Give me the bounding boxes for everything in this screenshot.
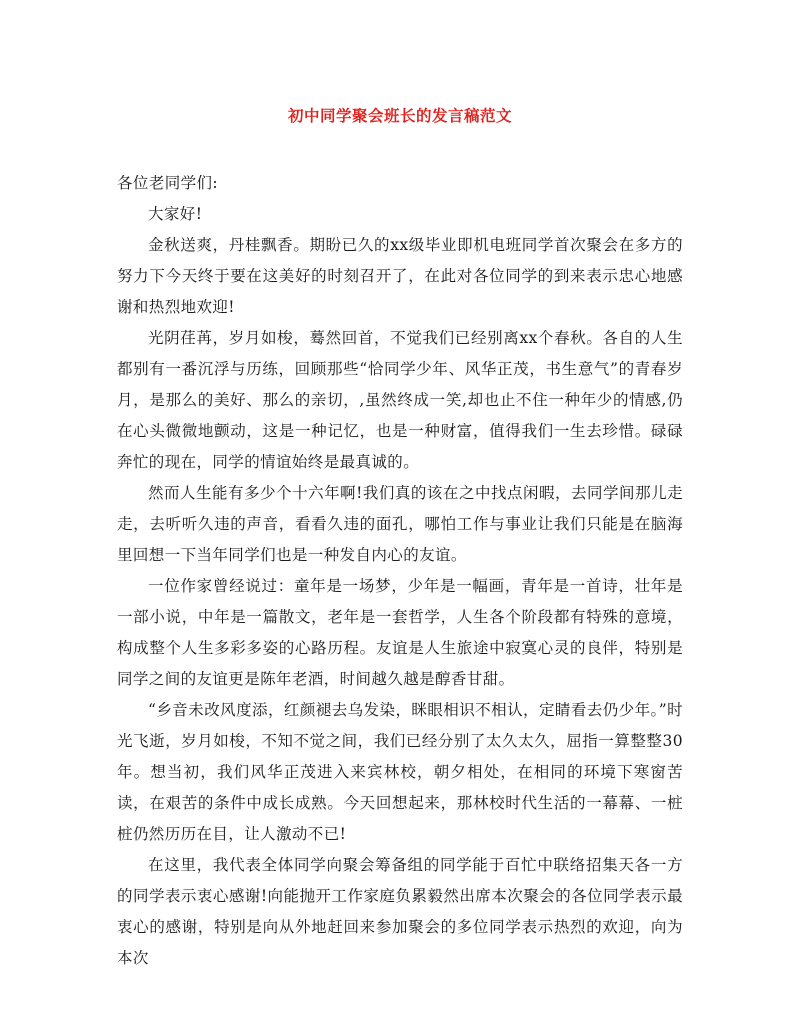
salutation: 各位老同学们: — [117, 174, 219, 192]
paragraph-thanks: 在这里，我代表全体同学向聚会筹备组的同学能于百忙中联络招集天各一方的同学表示衷心感谢!向能抛开工作家庭负累毅然出席本次聚会的各位同学表示最衷心的感谢，特别是向从外地赶回来参加聚会的多位同学表示热烈的欢迎，向为本次 — [117, 856, 683, 967]
paragraph-greeting: 大家好! — [148, 205, 203, 223]
paragraph-memories: 光阴荏苒，岁月如梭，蓦然回首，不觉我们已经别离xx个春秋。各自的人生都别有一番沉浮与历练，回顾那些“恰同学少年、风华正茂，书生意气”的青春岁月，是那么的美好、那么的亲切，,虽然终成一笑,却也止不住一种年少的情感,仍在心头微微地颤动，这是一种记忆，也是一种财富，值得我们一生去珍惜。碌碌奔忙的现在，同学的情谊始终是最真诚的。 — [117, 329, 683, 471]
paragraph-writer-quote: 一位作家曾经说过：童年是一场梦，少年是一幅画，青年是一首诗，壮年是一部小说，中年是一篇散文，老年是一套哲学，人生各个阶段都有特殊的意境，构成整个人生多彩多姿的心路历程。友谊是人生旅途中寂寞心灵的良伴，特别是同学之间的友谊更是陈年老酒，时间越久越是醇香甘甜。 — [117, 577, 683, 688]
document-title: 初中同学聚会班长的发言稿范文 — [287, 106, 512, 125]
paragraph-friendship-time: 然而人生能有多少个十六年啊!我们真的该在之中找点闲暇，去同学间那儿走走，去听听久违的声音，看看久违的面孔，哪怕工作与事业让我们只能是在脑海里回想一下当年同学们也是一种发自内心的友谊。 — [117, 484, 683, 564]
paragraph-welcome: 金秋送爽，丹桂飘香。期盼已久的xx级毕业即机电班同学首次聚会在多方的努力下今天终于要在这美好的时刻召开了，在此对各位同学的到来表示忠心地感谢和热烈地欢迎! — [117, 236, 683, 316]
document-body — [117, 168, 683, 974]
paragraph-poem-30-years: “乡音未改风度添，红颜褪去乌发染，眯眼相识不相认，定睛看去仍少年。”时光飞逝，岁月如梭，不知不觉之间，我们已经分别了太久太久，屈指一算整整30年。想当初，我们风华正茂进入来宾林校，朝夕相处，在相同的环境下寒窗苦读，在艰苦的条件中成长成熟。今天回想起来，那林校时代生活的一幕幕、一桩桩仍然历历在目，让人激动不已! — [117, 701, 683, 843]
